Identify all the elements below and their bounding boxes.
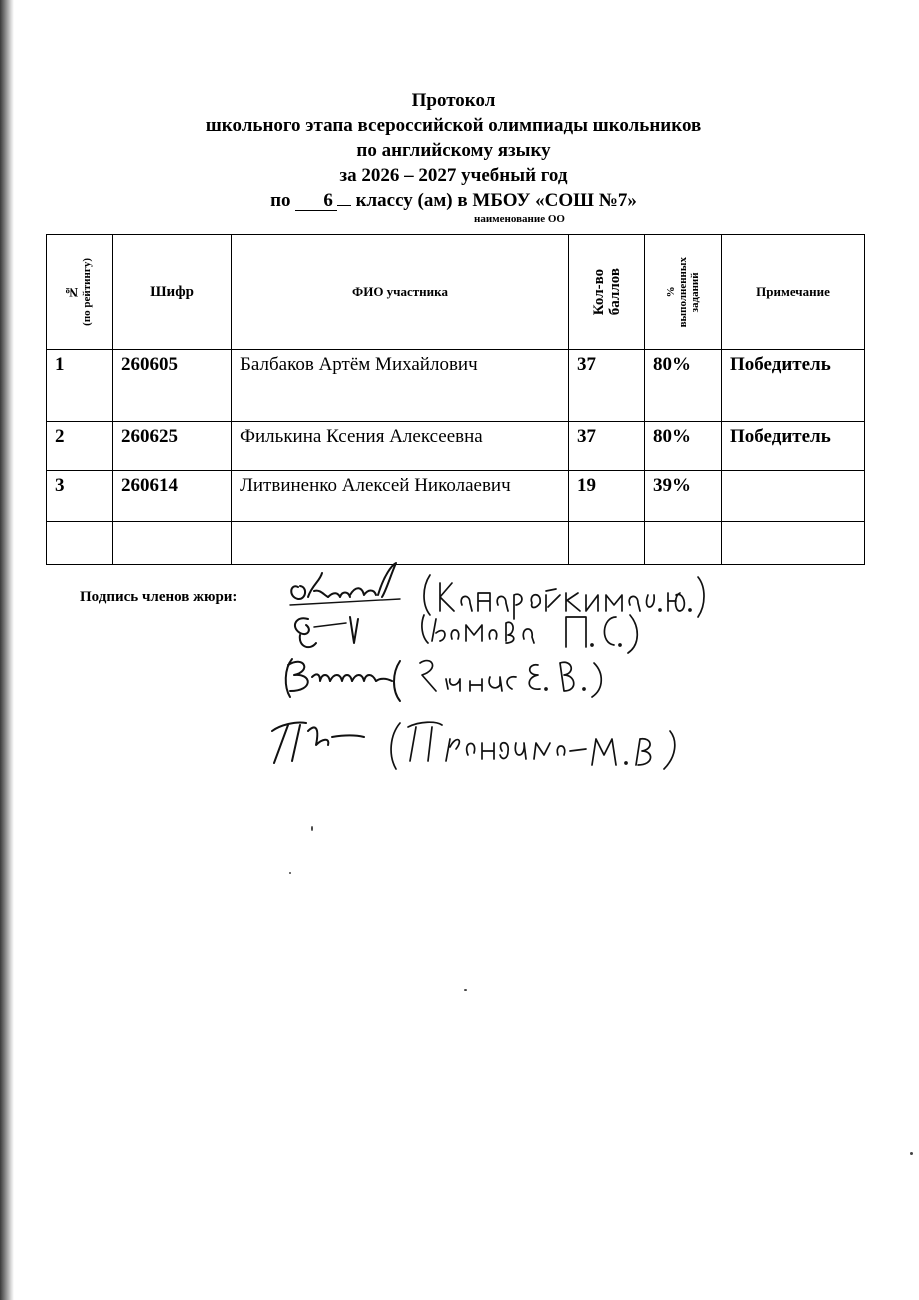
document-title: Протокол bbox=[411, 90, 496, 111]
cell-note: Победитель bbox=[722, 422, 865, 471]
percent-header-main: % bbox=[665, 286, 677, 298]
cell-score: 37 bbox=[569, 422, 645, 471]
class-number-underline bbox=[337, 205, 351, 206]
table-row bbox=[47, 422, 865, 471]
cell-rank: 3 bbox=[47, 471, 113, 522]
score-header-main: Кол-во bbox=[590, 268, 607, 316]
column-header-percent bbox=[645, 235, 722, 350]
document-header bbox=[0, 88, 919, 226]
percent-header-sub2: заданий bbox=[689, 272, 701, 312]
signature-2-name bbox=[422, 615, 637, 653]
column-header-note: Примечание bbox=[722, 235, 865, 350]
results-table bbox=[46, 234, 865, 565]
cell-percent: 80% bbox=[645, 350, 722, 422]
class-number: 6 bbox=[295, 191, 337, 211]
cell-percent: 39% bbox=[645, 471, 722, 522]
table-row bbox=[47, 350, 865, 422]
rank-header-main: № bbox=[64, 284, 79, 300]
cell-percent: 80% bbox=[645, 422, 722, 471]
table-header-row bbox=[47, 235, 865, 350]
column-header-score bbox=[569, 235, 645, 350]
column-header-name: ФИО участника bbox=[232, 235, 569, 350]
header-line-year: за 2026 – 2027 учебный год bbox=[339, 165, 568, 186]
class-prefix: по bbox=[270, 190, 291, 211]
jury-signatures bbox=[250, 555, 750, 780]
cell-rank bbox=[47, 522, 113, 565]
signature-4 bbox=[272, 722, 364, 763]
cell-code: 260614 bbox=[113, 471, 232, 522]
column-header-code: Шифр bbox=[113, 235, 232, 350]
jury-signature-label: Подпись членов жюри: bbox=[80, 589, 238, 605]
cell-score: 37 bbox=[569, 350, 645, 422]
cell-name: Литвиненко Алексей Николаевич bbox=[232, 471, 569, 522]
class-suffix: классу (ам) в МБОУ «СОШ №7» bbox=[355, 190, 637, 211]
signature-1-name bbox=[424, 575, 704, 619]
signature-2 bbox=[295, 617, 358, 647]
cell-note bbox=[722, 471, 865, 522]
header-line-subject: по английскому языку bbox=[356, 140, 551, 161]
column-header-rank bbox=[47, 235, 113, 350]
signature-3 bbox=[286, 659, 400, 701]
cell-note: Победитель bbox=[722, 350, 865, 422]
cell-name: Балбаков Артём Михайлович bbox=[232, 350, 569, 422]
signature-3-name bbox=[420, 661, 601, 697]
percent-header-sub1: выполненных bbox=[677, 256, 689, 328]
header-line-class bbox=[0, 188, 919, 213]
score-header-sub: баллов bbox=[606, 268, 623, 316]
cell-name: Филькина Ксения Алексеевна bbox=[232, 422, 569, 471]
org-caption: наименование ОО bbox=[474, 213, 565, 225]
signature-4-name bbox=[391, 722, 675, 769]
scan-speck bbox=[464, 989, 467, 991]
cell-score: 19 bbox=[569, 471, 645, 522]
signature-1 bbox=[290, 563, 400, 605]
handwritten-signatures bbox=[250, 555, 750, 780]
table-row bbox=[47, 471, 865, 522]
scan-speck bbox=[311, 826, 313, 831]
cell-rank: 2 bbox=[47, 422, 113, 471]
rank-header-sub: (по рейтингу) bbox=[81, 258, 93, 326]
header-line-olympiad: школьного этапа всероссийской олимпиады школьников bbox=[205, 115, 702, 136]
scan-speck bbox=[910, 1152, 913, 1155]
scan-speck bbox=[289, 872, 291, 874]
cell-code: 260625 bbox=[113, 422, 232, 471]
cell-rank: 1 bbox=[47, 350, 113, 422]
cell-code: 260605 bbox=[113, 350, 232, 422]
cell-code bbox=[113, 522, 232, 565]
